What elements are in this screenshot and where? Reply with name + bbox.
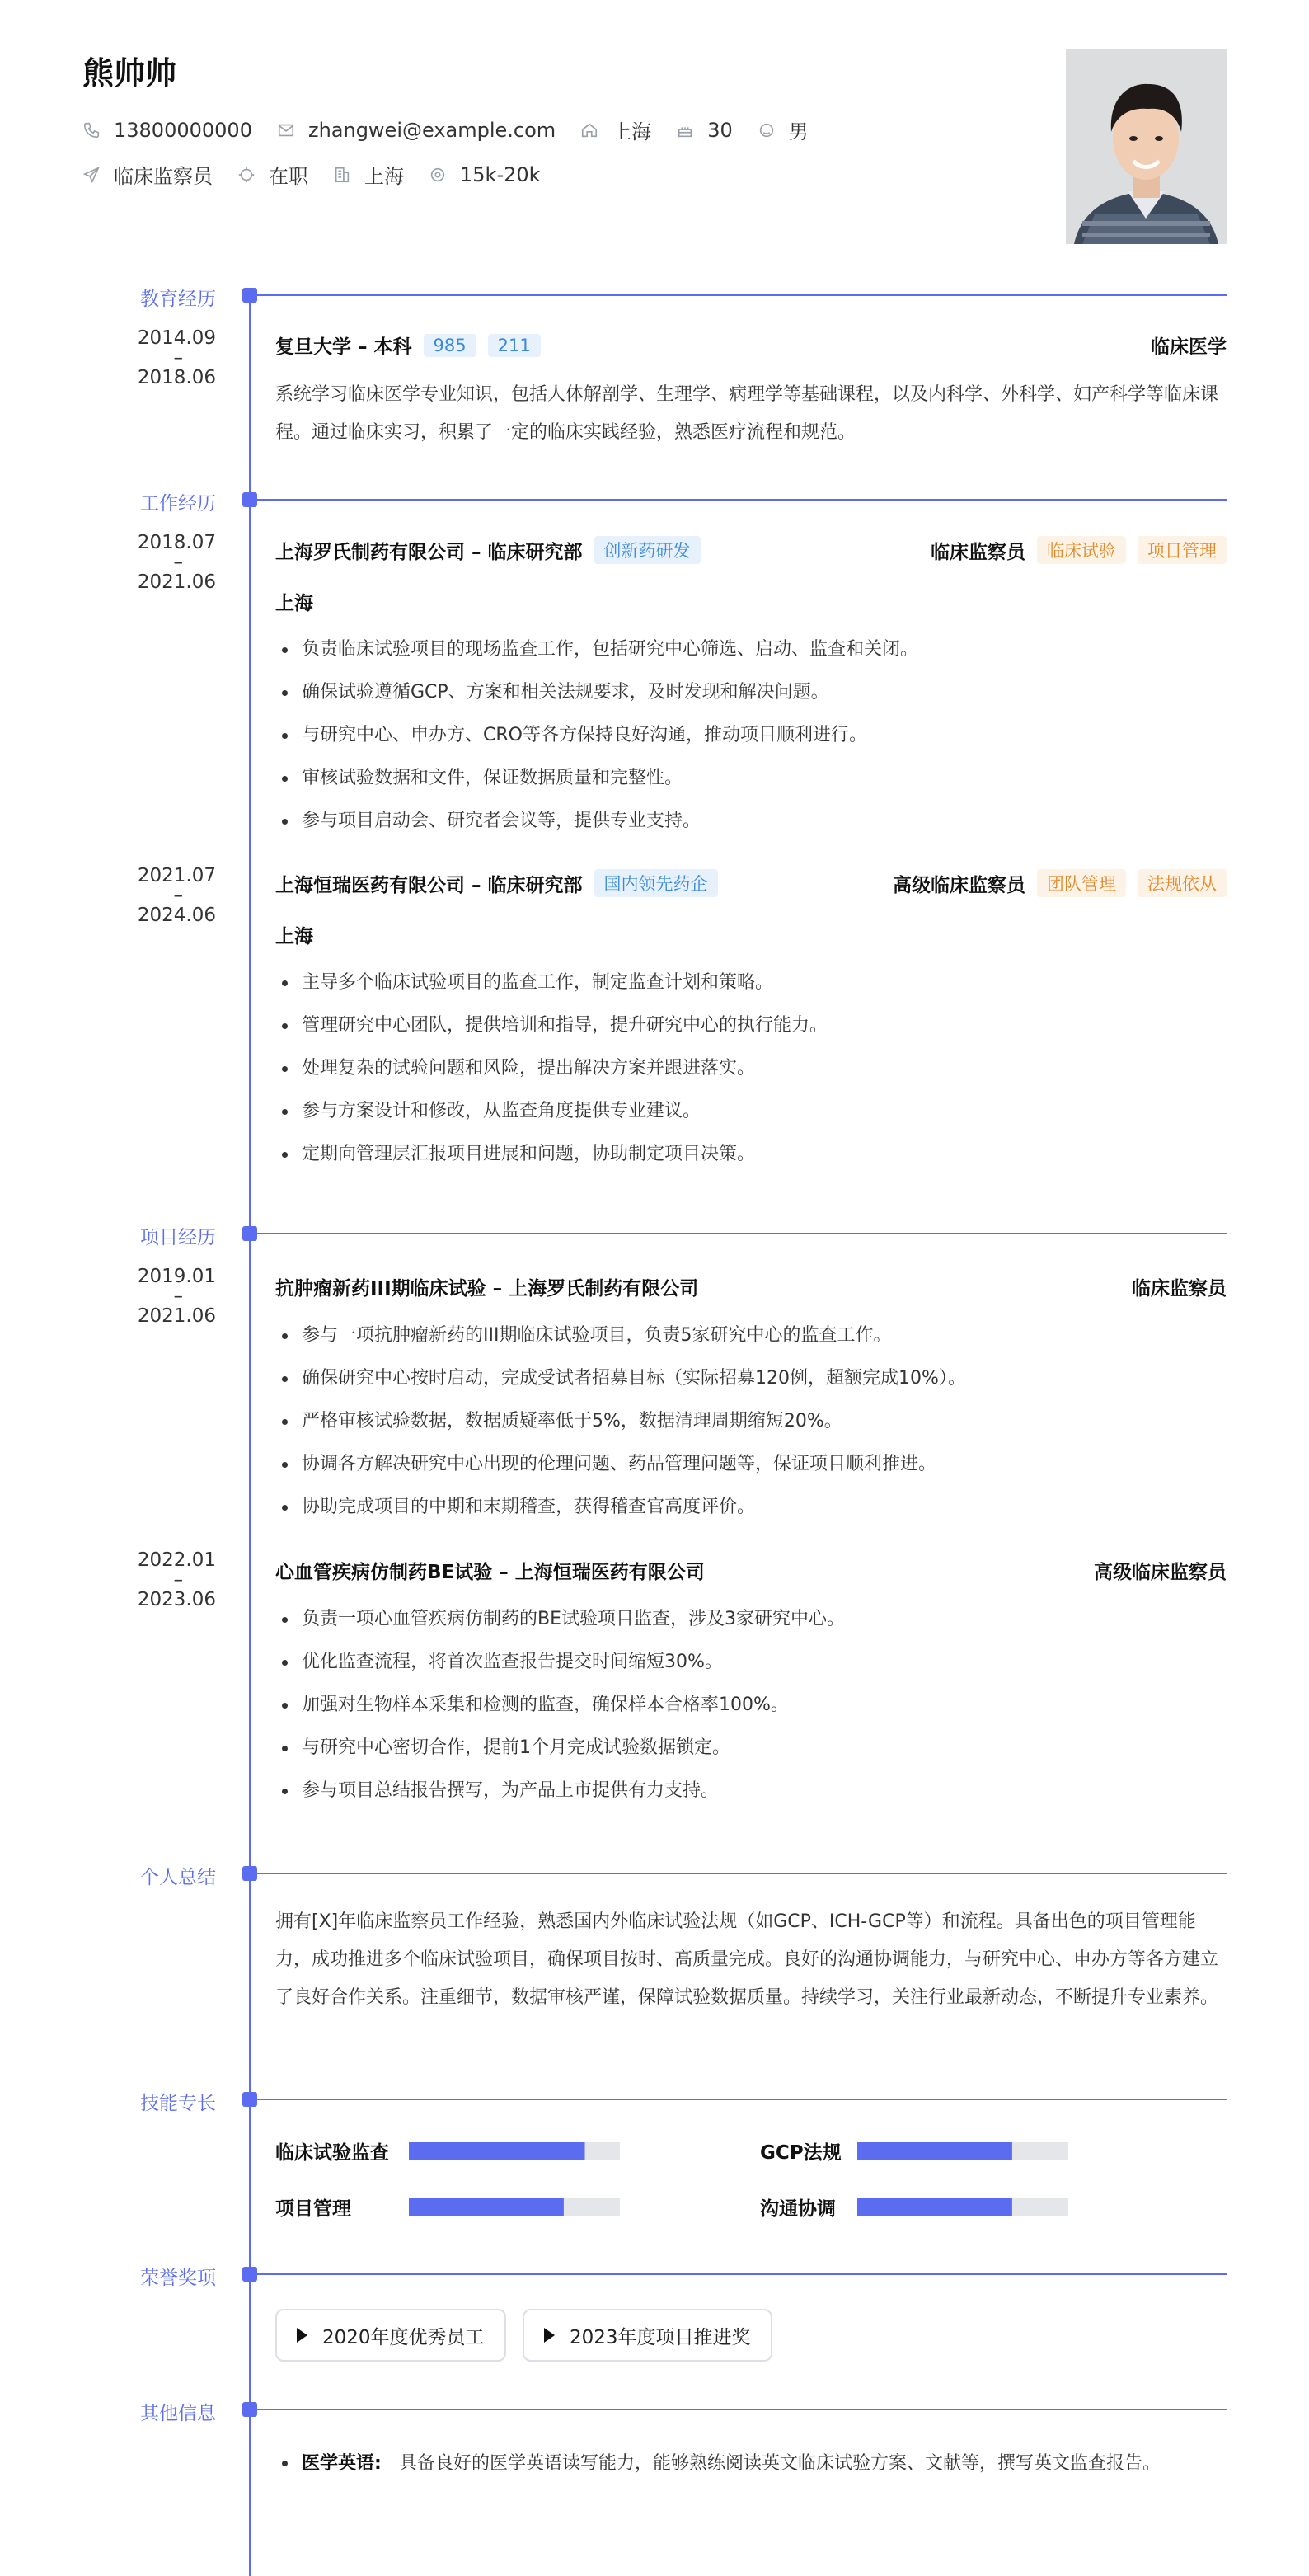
skill-item [275,2137,620,2165]
job-row [82,160,565,189]
section-divider [257,499,1227,501]
other-info-item [275,2444,1199,2484]
section-marker [242,1226,257,1241]
list-item: 定期向管理层汇报项目进展和问题，协助制定项目决策。 [275,1133,1227,1176]
date-end: 2021.06 [137,571,216,593]
city-text: 上海 [612,120,652,143]
work-bullets [275,961,1227,1176]
other-info-key: 医学英语: [302,2453,382,2474]
date-end: 2023.06 [137,1589,216,1610]
award-text: 2023年度项目推进奖 [570,2326,751,2348]
list-item: 与研究中心密切合作，提前1个月完成试验数据锁定。 [275,1727,1227,1770]
skill-name: 项目管理 [275,2198,351,2220]
date-start: 2018.07 [137,532,216,553]
section-title-honors: 荣誉奖项 [140,2268,216,2289]
phone-icon [82,121,101,139]
home-icon [580,121,598,139]
play-icon [297,2328,307,2343]
section-divider [257,1873,1227,1874]
skill-bar [857,2198,1068,2216]
list-item: 确保研究中心按时启动，完成受试者招募目标（实际招募120例，超额完成10%）。 [275,1357,1227,1400]
role-tag: 临床试验 [1037,536,1126,564]
salary-icon [429,166,447,184]
job-role: 高级临床监察员 [893,874,1025,896]
date-start: 2014.09 [137,327,216,349]
skill-bar-fill [409,2198,564,2216]
send-icon [82,166,101,184]
other-info-value: 具备良好的医学英语读写能力，能够熟练阅读英文临床试验方案、文献等，撰写英文监查报告。 [399,2453,1161,2474]
work-date [82,866,216,925]
date-start: 2022.01 [137,1549,216,1571]
age-icon [676,121,694,139]
skill-name: 临床试验监查 [275,2142,389,2164]
list-item: 优化监查流程，将首次监查报告提交时间缩短30%。 [275,1641,1227,1684]
status-info [237,160,308,189]
role-tag: 项目管理 [1138,536,1227,564]
phone-info [82,119,252,142]
project-bullets [275,1314,1227,1529]
section-title-skills: 技能专长 [140,2093,216,2114]
skill-name: 沟通协调 [760,2198,836,2220]
age-info [676,119,733,142]
work-date [82,533,216,592]
section-marker [242,2267,257,2282]
skill-bar-fill [409,2142,585,2160]
section-marker [242,2092,257,2107]
gender-text: 男 [788,120,809,143]
section-divider [257,294,1227,296]
list-item: 参与项目启动会、研究者会议等，提供专业支持。 [275,800,1227,843]
list-item: 协助完成项目的中期和末期稽查，获得稽查官高度评价。 [275,1486,1227,1529]
avatar-photo [1066,49,1227,244]
work-location: 上海 [275,926,313,947]
role-tag: 法规依从 [1138,869,1227,897]
section-title-education: 教育经历 [140,289,216,310]
work-bullets [275,628,1227,843]
date-end: 2024.06 [137,905,216,926]
award-text: 2020年度优秀员工 [322,2326,485,2348]
project-date [82,1267,216,1326]
section-marker [242,288,257,303]
contact-row [82,115,833,144]
list-item: 严格审核试验数据，数据质疑率低于5%，数据清理周期缩短20%。 [275,1400,1227,1443]
section-marker [242,492,257,507]
skill-item [760,2193,1068,2221]
section-marker [242,2402,257,2417]
section-marker [242,1866,257,1881]
section-title-work: 工作经历 [140,493,216,515]
expected-city-info [333,160,404,189]
list-item: 与研究中心、申办方、CRO等各方保持良好沟通，推动项目顺利进行。 [275,714,1227,757]
play-icon [544,2328,555,2343]
project-role: 临床监察员 [1132,1278,1227,1300]
job-role: 临床监察员 [931,541,1025,563]
company-title: 上海罗氏制药有限公司 – 临床研究部 [275,541,583,563]
list-item: 审核试验数据和文件，保证数据质量和完整性。 [275,757,1227,800]
list-item: 处理复杂的试验问题和风险，提出解决方案并跟进落实。 [275,1047,1227,1090]
project-role: 高级临床监察员 [1094,1562,1227,1583]
work-header [275,869,1227,897]
mail-icon [277,121,295,139]
date-end: 2021.06 [137,1305,216,1327]
status-icon [237,166,256,184]
date-dash: – [173,1286,183,1307]
section-divider [257,1233,1227,1234]
edu-header [275,331,1227,359]
tag-985: 985 [424,334,476,357]
section-title-other: 其他信息 [140,2403,216,2424]
section-divider [257,2273,1227,2275]
work-header [275,536,1227,564]
email-info [277,119,556,142]
date-start: 2019.01 [137,1266,216,1287]
award-chip [275,2309,506,2362]
date-dash: – [173,885,183,906]
date-end: 2018.06 [137,367,216,388]
summary-text: 拥有[X]年临床监察员工作经验，熟悉国内外临床试验法规（如GCP、ICH-GCP等）和流程。具备出色的项目管理能力，成功推进多个临床试验项目，确保项目按时、高质量完成。良好的沟通协调能力，与研究中心、申办方等各方建立了良好合作关系。注重细节，数据审核严谨，保障试验数据质量。持续学习，关注行业最新动态，不断提升专业素养。 [275,1911,1219,2008]
skill-name: GCP法规 [760,2142,842,2164]
project-header [275,1273,1227,1300]
email-text: zhangwei@example.com [307,118,556,142]
skill-bar-fill [857,2142,1012,2160]
skill-item [760,2137,1068,2165]
status-text: 在职 [269,165,308,188]
list-item: 参与方案设计和修改，从监查角度提供专业建议。 [275,1090,1227,1133]
section-title-project: 项目经历 [140,1227,216,1248]
tag-211: 211 [488,334,541,357]
expected-city-text: 上海 [364,165,404,188]
timeline-line [249,294,251,2576]
date-dash: – [173,552,183,573]
award-chip [523,2309,772,2362]
salary-info [429,163,541,186]
company-tag: 创新药研发 [594,536,701,564]
project-title: 心血管疾病仿制药BE试验 – 上海恒瑞医药有限公司 [275,1562,705,1583]
skill-bar [857,2142,1068,2160]
project-title: 抗肿瘤新药III期临床试验 – 上海罗氏制药有限公司 [275,1278,699,1300]
section-title-summary: 个人总结 [140,1867,216,1888]
list-item: 负责临床试验项目的现场监查工作，包括研究中心筛选、启动、监查和关闭。 [275,628,1227,671]
salary-text: 15k-20k [460,162,541,186]
company-title: 上海恒瑞医药有限公司 – 临床研究部 [275,874,583,896]
edu-date [82,328,216,388]
date-start: 2021.07 [137,865,216,886]
section-divider [257,2099,1227,2100]
list-item: 负责一项心血管疾病仿制药的BE试验项目监查，涉及3家研究中心。 [275,1598,1227,1641]
candidate-name: 熊帅帅 [82,55,177,92]
gender-info [758,115,809,144]
role-tag: 团队管理 [1037,869,1126,897]
list-item: 参与一项抗肿瘤新药的III期临床试验项目，负责5家研究中心的监查工作。 [275,1314,1227,1357]
school-title: 复旦大学 – 本科 [275,336,412,358]
age-text: 30 [707,118,733,142]
bullet-dot [282,2461,288,2466]
skill-bar-fill [857,2198,1012,2216]
project-bullets [275,1598,1227,1812]
major: 临床医学 [1151,336,1227,358]
phone-text: 13800000000 [114,118,252,142]
date-dash: – [173,1569,183,1591]
job-target-info [82,160,213,189]
gender-icon [758,121,776,139]
project-date [82,1550,216,1610]
job-target-text: 临床监察员 [114,165,213,188]
company-tag: 国内领先药企 [594,869,718,897]
work-location: 上海 [275,593,313,614]
list-item: 主导多个临床试验项目的监查工作，制定监查计划和策略。 [275,961,1227,1004]
city-info [580,115,651,144]
list-item: 参与项目总结报告撰写，为产品上市提供有力支持。 [275,1770,1227,1812]
section-divider [257,2409,1227,2410]
building-icon [333,166,351,184]
project-header [275,1557,1227,1584]
skill-bar [409,2198,620,2216]
date-dash: – [173,347,183,369]
edu-description: 系统学习临床医学专业知识，包括人体解剖学、生理学、病理学等基础课程，以及内科学、外科学、妇产科学等临床课程。通过临床实习，积累了一定的临床实践经验，熟悉医疗流程和规范。 [275,384,1219,443]
skill-item [275,2193,620,2221]
skill-bar [409,2142,620,2160]
list-item: 确保试验遵循GCP、方案和相关法规要求，及时发现和解决问题。 [275,671,1227,714]
list-item: 管理研究中心团队，提供培训和指导，提升研究中心的执行能力。 [275,1004,1227,1047]
list-item: 加强对生物样本采集和检测的监查，确保样本合格率100%。 [275,1684,1227,1727]
list-item: 协调各方解决研究中心出现的伦理问题、药品管理问题等，保证项目顺利推进。 [275,1443,1227,1486]
